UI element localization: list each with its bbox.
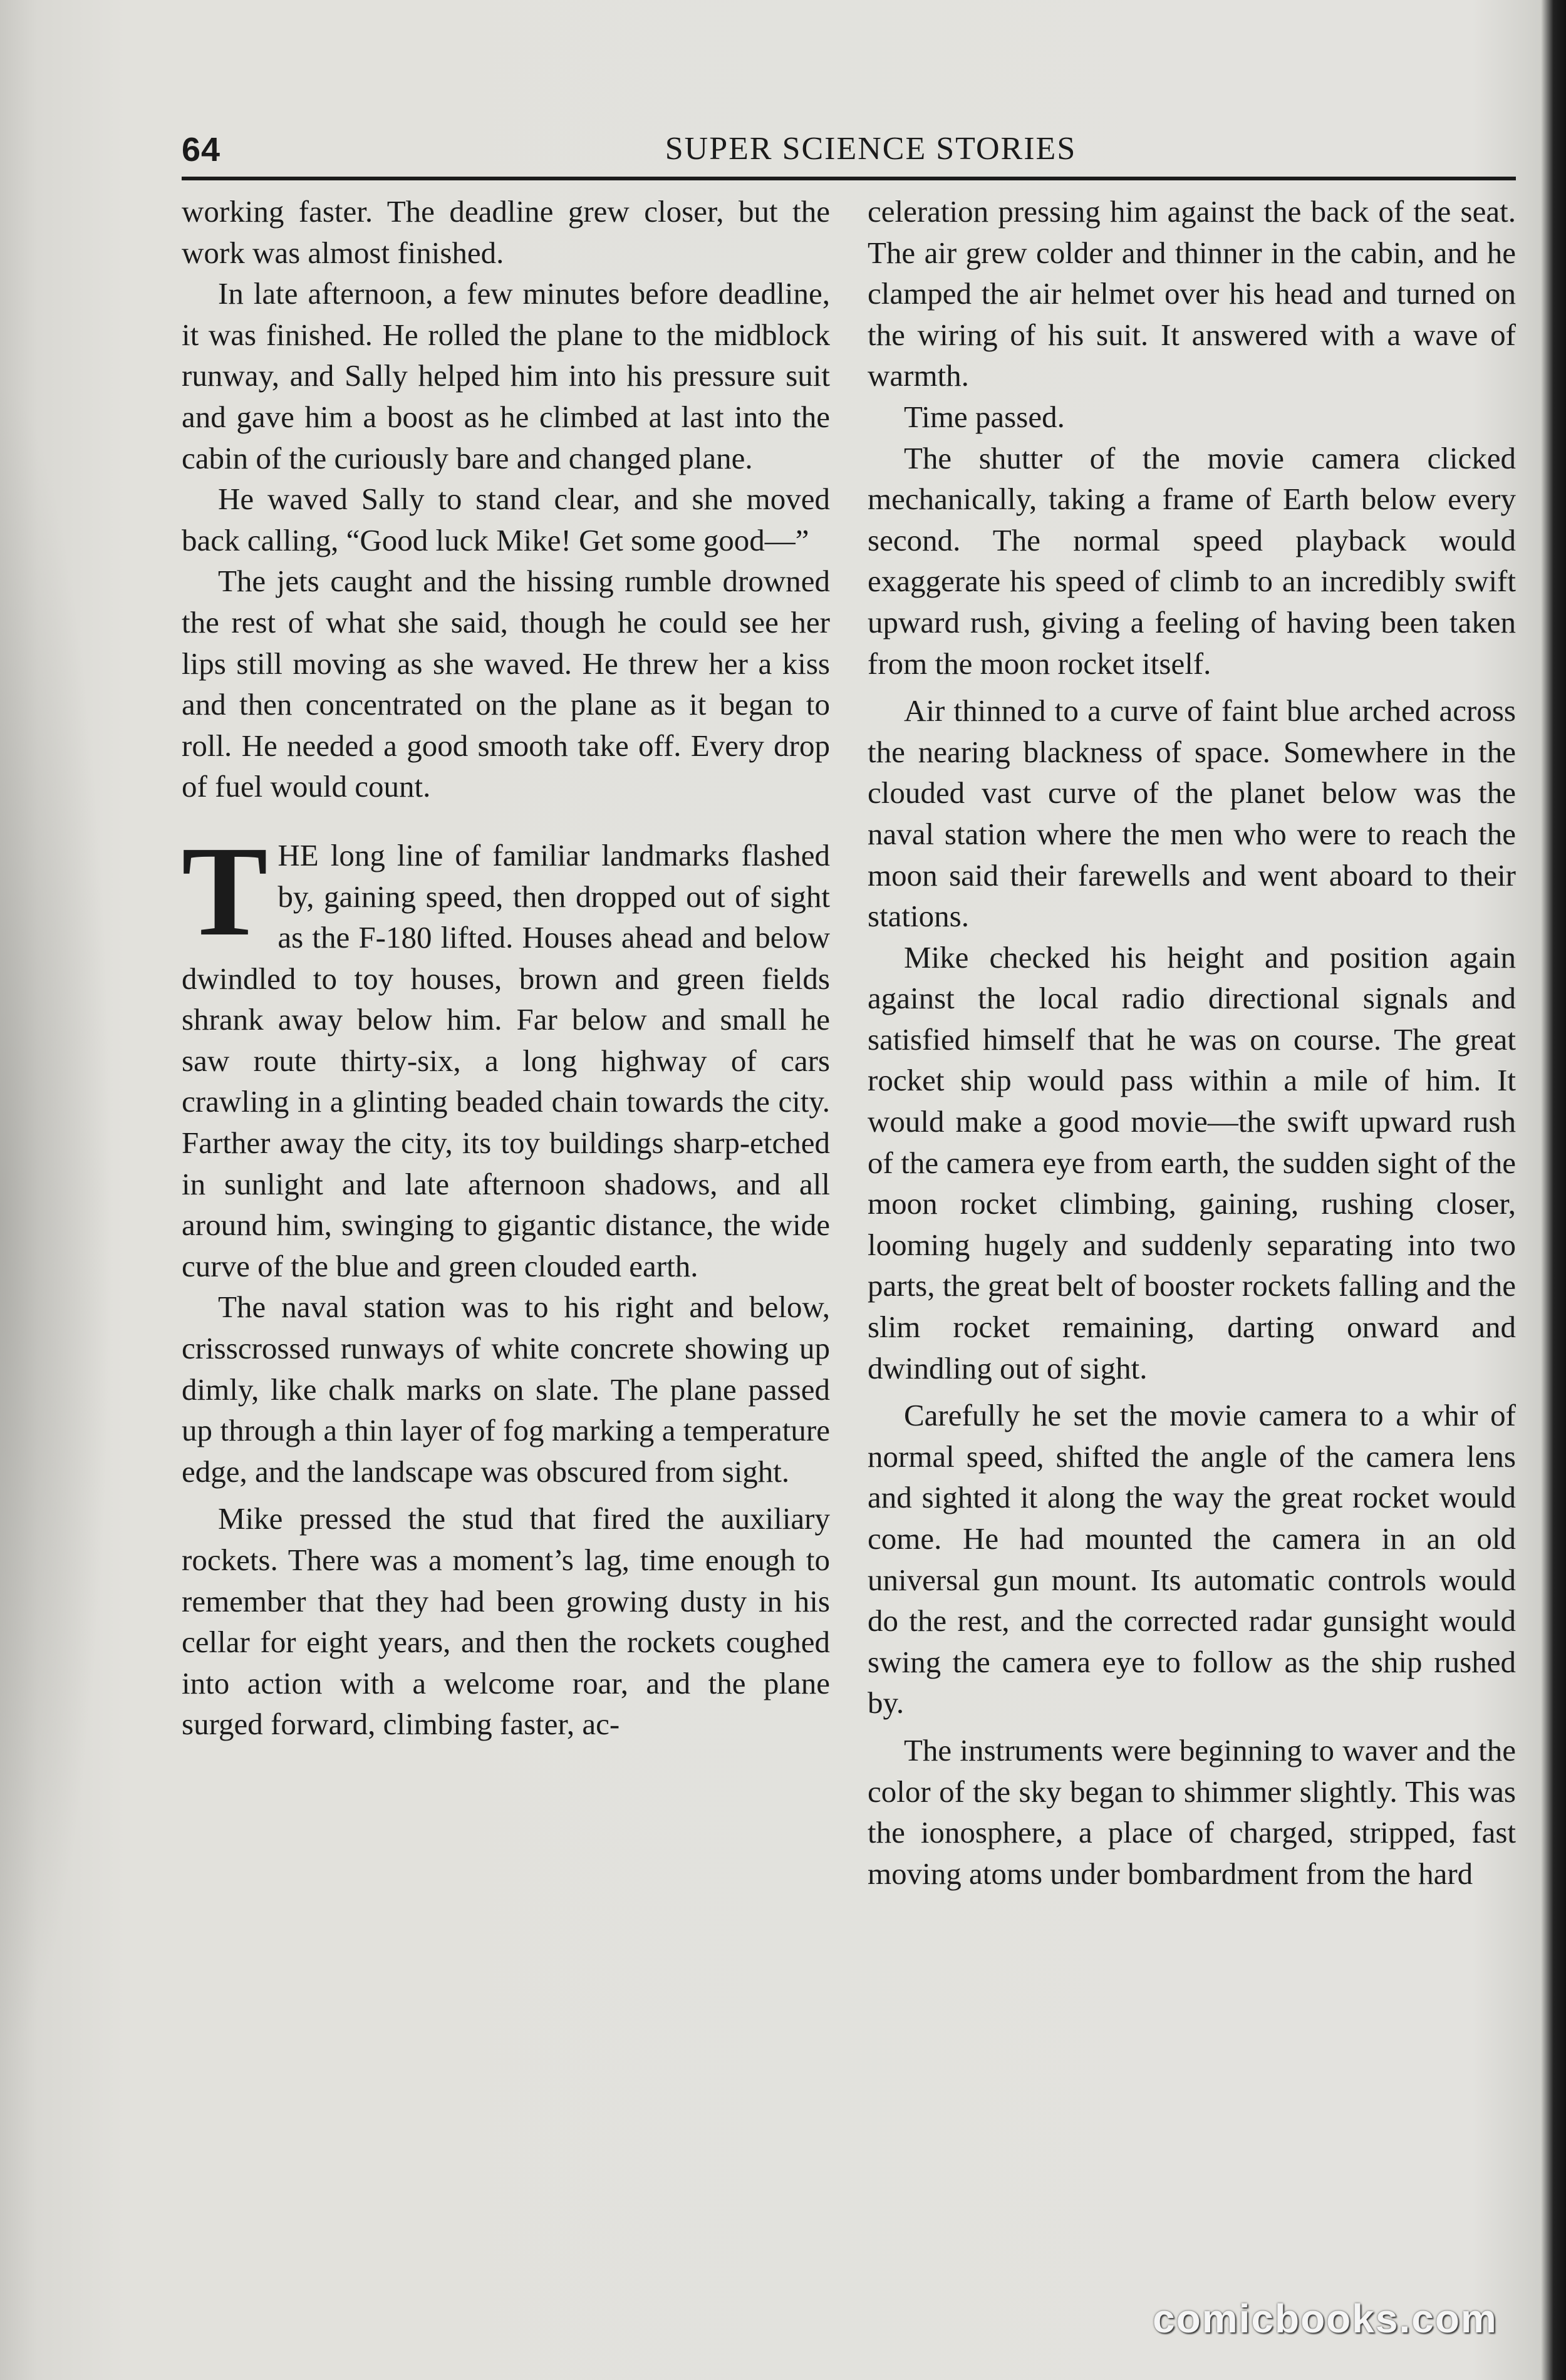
- paragraph: He waved Sally to stand clear, and she moved back calling, “Good luck Mike! Get some good—”: [182, 482, 830, 557]
- paragraph: Carefully he set the movie camera to a whir of normal speed, shifted the angle of the camera lens and sighted it along the way the great rocket would come. He had mounted the camera in an old universal gun mount. Its automatic controls would do the rest, and the corrected radar gunsight would swing the camera eye to follow as the ship rushed by.: [868, 1398, 1516, 1720]
- section-opening-paragraph: [182, 819, 830, 1287]
- paragraph: Air thinned to a curve of faint blue arched across the nearing blackness of space. Somewhere in the clouded vast curve of the planet below was the naval station where the men who were to reach the moon said their farewells and went aboard to their stations.: [868, 693, 1516, 934]
- page-header: [182, 125, 1516, 175]
- left-column: [182, 191, 830, 1745]
- paragraph: In late afternoon, a few minutes before deadline, it was finished. He rolled the plane to the midblock runway, and Sally helped him into his pressure suit and gave him a boost as he climbed at last into the cabin of the curiously bare and changed plane.: [182, 276, 830, 475]
- drop-cap: T: [182, 819, 268, 963]
- right-column: [868, 191, 1516, 1894]
- paragraph-text: HE long line of familiar landmarks flashed by, gaining speed, then dropped out of sight as the F-180 lifted. Houses ahead and below dwindled to toy houses, brown and green fields shrank away below him. Far below and small he saw route thirty-six, a long highway of cars crawling in a glinting beaded chain towards the city. Farther away the city, its toy buildings sharp-etched in sunlight and late afternoon shadows, and all around him, swinging to gigantic distance, the wide curve of the blue and green clouded earth.: [182, 837, 830, 1283]
- paragraph: working faster. The deadline grew closer, but the work was almost finished.: [182, 194, 830, 270]
- running-head: SUPER SCIENCE STORIES: [665, 131, 1077, 167]
- paragraph: The instruments were beginning to waver and the color of the sky began to shimmer slightly. This was the ionosphere, a place of charged, stripped, fast moving atoms under bombardment from the hard: [868, 1732, 1516, 1891]
- paragraph: The naval station was to his right and below, crisscrossed runways of white concrete showing up dimly, like chalk marks on slate. The plane passed up through a thin layer of fog marking a temperature edge, and the landscape was obscured from sight.: [182, 1290, 830, 1489]
- watermark: comicbooks.com: [1153, 2296, 1498, 2341]
- paragraph: The jets caught and the hissing rumble drowned the rest of what she said, though he could see her lips still moving as she waved. He threw her a kiss and then concentrated on the plane as it began to roll. He needed a good smooth take off. Every drop of fuel would count.: [182, 564, 830, 804]
- page-number: 64: [182, 131, 221, 168]
- header-rule: [182, 177, 1516, 180]
- paragraph: Mike pressed the stud that fired the auxiliary rockets. There was a moment’s lag, time enough to remember that they had been growing dusty in his cellar for eight years, and then the rockets coughed into action with a welcome roar, and the plane surged forward, climbing faster, ac-: [182, 1501, 830, 1742]
- paragraph: Mike checked his height and position again against the local radio directional signals and satisfied himself that he was on course. The great rocket ship would pass within a mile of him. It would make a good movie—the swift upward rush of the camera eye from earth, the sudden sight of the moon rocket climbing, gaining, rushing closer, looming hugely and suddenly separating into two parts, the great belt of booster rockets falling and the slim rocket remaining, darting onward and dwindling out of sight.: [868, 939, 1516, 1385]
- paragraph: Time passed.: [904, 399, 1065, 434]
- paragraph: celeration pressing him against the back of the seat. The air grew colder and thinner in the cabin, and he clamped the air helmet over his head and turned on the wiring of his suit. It answered with a wave of warmth.: [868, 194, 1516, 393]
- page-stain: [0, 376, 113, 2067]
- paragraph: The shutter of the movie camera clicked mechanically, taking a frame of Earth below every second. The normal speed playback would exaggerate his speed of climb to an incredibly swift upward rush, giving a feeling of having been taken from the moon rocket itself.: [868, 440, 1516, 681]
